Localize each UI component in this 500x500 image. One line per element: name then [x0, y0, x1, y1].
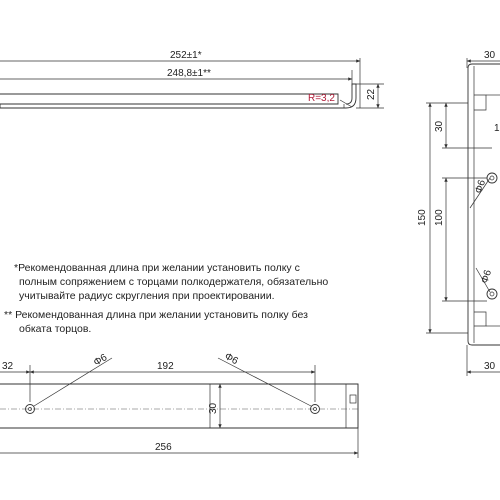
hole-bottom-label: Φ6	[479, 268, 495, 285]
side-hole-bottom-center	[490, 292, 494, 296]
note1-line3: учитывайте радиус скругления при проектировании.	[19, 290, 275, 302]
dim-256-label: 256	[155, 442, 172, 453]
top-view	[0, 50, 384, 108]
dim-overall-label: 252±1*	[170, 50, 202, 61]
side-hole-bottom	[487, 289, 497, 299]
side-hole-top-center	[490, 176, 494, 180]
bracket-notch-top	[474, 95, 486, 110]
bracket-outline	[468, 64, 500, 345]
radius-label: R=3,2	[308, 93, 335, 104]
dim-inner-label: 248,8±1**	[167, 68, 211, 79]
plate-end-notch	[350, 395, 356, 403]
note1-line1: *Рекомендованная длина при желании установить полку с	[14, 262, 300, 274]
hole-right-label: Φ6	[222, 351, 240, 368]
side-hole-top	[487, 173, 497, 183]
note2-line1: ** Рекомендованная длина при желании установить полку без	[4, 309, 308, 321]
dim-150-label: 150	[417, 209, 428, 226]
plate-end-cap	[346, 384, 358, 428]
dim-30-label: 30	[434, 120, 445, 132]
bracket-notch-bottom	[474, 312, 486, 326]
notes	[4, 262, 328, 335]
radius-leader	[340, 100, 352, 107]
dim-100-label: 100	[434, 209, 445, 226]
width-top-label: 30	[484, 50, 496, 61]
bottom-view	[0, 351, 360, 458]
dim-192-label: 192	[157, 361, 174, 372]
note1-line2: полным сопряжением с торцами полкодержателя, обязательно	[19, 276, 329, 288]
dim-32-label: 32	[2, 361, 14, 372]
shelf-profile-top	[0, 94, 338, 104]
width-bottom-label: 30	[484, 361, 496, 372]
dim-30v-label: 30	[208, 402, 219, 414]
small-top-label: 1	[494, 123, 500, 134]
hole-left-label: Φ6	[91, 352, 110, 369]
height-label: 22	[366, 88, 377, 100]
note2-line2: обката торцов.	[19, 323, 92, 335]
hole-top-label: Φ6	[473, 178, 489, 195]
side-view	[417, 50, 500, 376]
